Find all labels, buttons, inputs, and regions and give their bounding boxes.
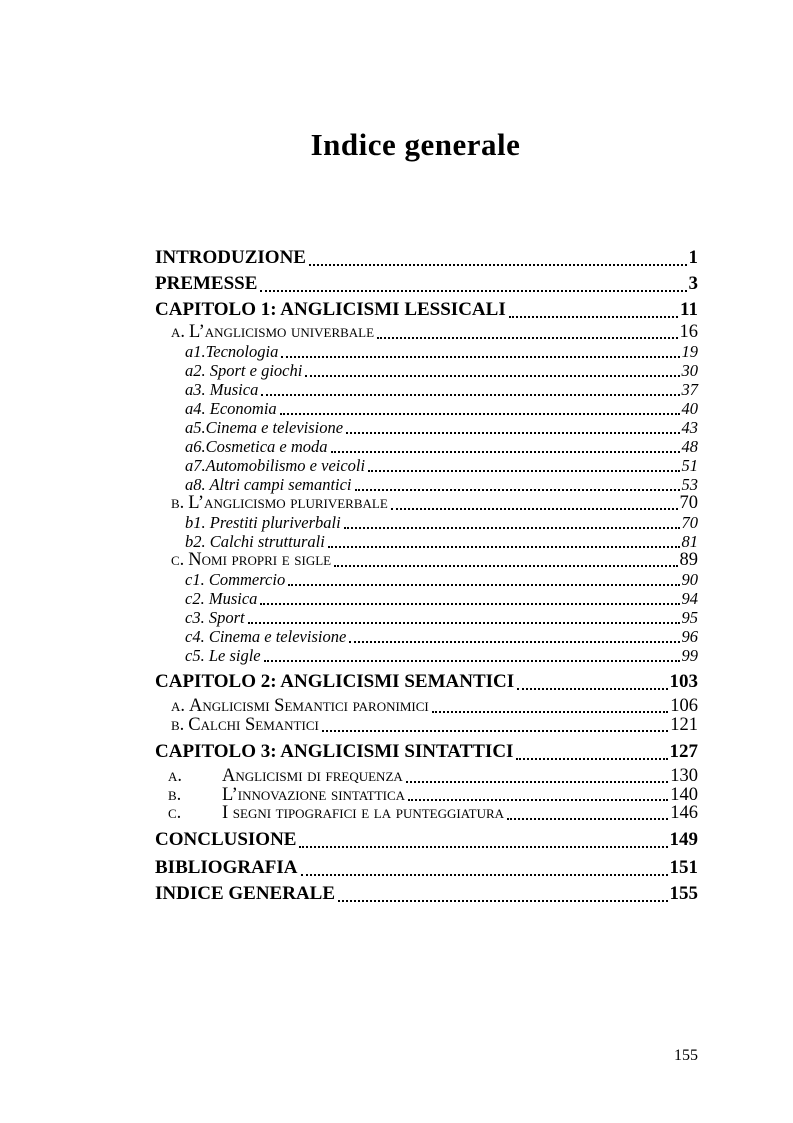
toc-entry-label: a7.Automobilismo e veicoli bbox=[185, 456, 366, 475]
dot-leader bbox=[507, 818, 668, 820]
toc-entry-page-number: 70 bbox=[679, 493, 698, 513]
toc-entry-label: c1. Commercio bbox=[185, 570, 286, 589]
toc-entry-page-number: 130 bbox=[670, 766, 698, 786]
dot-leader bbox=[344, 527, 680, 529]
toc-entry-label: b1. Prestiti pluriverbali bbox=[185, 513, 341, 532]
dot-leader bbox=[509, 316, 678, 318]
toc-entry-marker: b. bbox=[171, 715, 185, 735]
toc-entry-label: a2. Sport e giochi bbox=[185, 361, 303, 380]
dot-leader bbox=[355, 489, 680, 491]
toc-entry bbox=[155, 342, 698, 361]
toc-entry bbox=[155, 697, 698, 716]
dot-leader bbox=[280, 413, 680, 415]
toc-entry-label: c4. Cinema e televisione bbox=[185, 627, 347, 646]
toc-entry-page-number: 94 bbox=[681, 589, 698, 608]
dot-leader bbox=[299, 846, 667, 848]
toc-entry-page-number: 155 bbox=[669, 882, 698, 904]
dot-leader bbox=[288, 584, 679, 586]
toc-entry-marker: a. bbox=[171, 322, 186, 342]
toc-entry-label: L’anglicismo univerbale bbox=[189, 322, 375, 342]
toc-entry bbox=[155, 418, 698, 437]
toc-entry bbox=[155, 827, 698, 853]
toc-entry-label: INDICE GENERALE bbox=[155, 882, 336, 904]
toc-entry-page-number: 99 bbox=[681, 646, 698, 665]
toc-entry-label: a8. Altri campi semantici bbox=[185, 475, 352, 494]
toc-entry-label: a6.Cosmetica e moda bbox=[185, 437, 328, 456]
toc-entry-label: a4. Economia bbox=[185, 399, 277, 418]
toc-entry-label: a1.Tecnologia bbox=[185, 342, 279, 361]
dot-leader bbox=[406, 781, 668, 783]
toc-entry-label: L’innovazione sintattica bbox=[222, 784, 406, 805]
dot-leader bbox=[261, 394, 679, 396]
toc-entry bbox=[155, 570, 698, 589]
dot-leader bbox=[260, 290, 686, 292]
toc-entry-label: Calchi Semantici bbox=[188, 715, 319, 735]
toc-entry-page-number: 16 bbox=[679, 322, 698, 342]
toc-entry-label: c2. Musica bbox=[185, 589, 258, 608]
dot-leader bbox=[281, 356, 679, 358]
toc-entry bbox=[155, 716, 698, 735]
dot-leader bbox=[305, 375, 679, 377]
toc-entry-page-number: 121 bbox=[670, 715, 698, 735]
toc-entry-label: a5.Cinema e televisione bbox=[185, 418, 344, 437]
toc-entry bbox=[155, 646, 698, 665]
toc-entry-page-number: 11 bbox=[680, 299, 698, 320]
toc-entry bbox=[155, 627, 698, 646]
dot-leader bbox=[346, 432, 679, 434]
dot-leader bbox=[338, 900, 667, 902]
toc-entry-page-number: 3 bbox=[688, 273, 698, 294]
toc-entry-page-number: 95 bbox=[681, 608, 698, 627]
toc-entry-label: BIBLIOGRAFIA bbox=[155, 856, 298, 878]
toc-entry-label: CAPITOLO 1: ANGLICISMI LESSICALI bbox=[155, 299, 506, 320]
toc-entry-marker: b. bbox=[171, 493, 185, 513]
dot-leader bbox=[368, 470, 679, 472]
toc-entry-label: L’anglicismo pluriverbale bbox=[188, 493, 388, 513]
toc-entry-label: Anglicismi di frequenza bbox=[222, 766, 403, 786]
dot-leader bbox=[517, 688, 667, 690]
toc-entry bbox=[155, 739, 698, 765]
toc-entry bbox=[155, 494, 698, 513]
table-of-contents bbox=[155, 245, 698, 907]
dot-leader bbox=[260, 603, 679, 605]
page-number: 155 bbox=[674, 1047, 698, 1064]
dot-leader bbox=[334, 565, 677, 567]
dot-leader bbox=[248, 622, 680, 624]
toc-entry-page-number: 37 bbox=[681, 380, 698, 399]
toc-entry-page-number: 81 bbox=[681, 532, 698, 551]
toc-entry-page-number: 70 bbox=[681, 513, 698, 532]
toc-entry-page-number: 89 bbox=[679, 550, 698, 570]
toc-entry-label: Anglicismi Semantici paronimici bbox=[189, 696, 429, 716]
toc-entry-page-number: 51 bbox=[681, 456, 698, 475]
toc-entry-label: I segni tipografici e la punteggiatura bbox=[222, 803, 505, 823]
toc-entry-page-number: 106 bbox=[670, 696, 698, 716]
toc-entry-page-number: 103 bbox=[669, 671, 698, 692]
toc-entry bbox=[155, 767, 698, 786]
dot-leader bbox=[349, 641, 679, 643]
toc-entry-page-number: 40 bbox=[681, 399, 698, 418]
toc-entry-page-number: 127 bbox=[669, 741, 698, 762]
dot-leader bbox=[264, 660, 680, 662]
toc-entry-page-number: 48 bbox=[681, 437, 698, 456]
toc-entry bbox=[155, 456, 698, 475]
dot-leader bbox=[516, 758, 667, 760]
toc-entry bbox=[155, 855, 698, 881]
toc-entry bbox=[155, 589, 698, 608]
toc-entry-page-number: 19 bbox=[681, 342, 698, 361]
toc-entry-label: c5. Le sigle bbox=[185, 646, 261, 665]
toc-entry-page-number: 151 bbox=[669, 856, 698, 878]
dot-leader bbox=[322, 730, 668, 732]
document-title: Indice generale bbox=[310, 127, 521, 162]
dot-leader bbox=[432, 711, 669, 713]
toc-entry-page-number: 140 bbox=[670, 784, 698, 805]
toc-entry-marker: c. bbox=[168, 803, 182, 823]
toc-entry-page-number: 96 bbox=[681, 627, 698, 646]
toc-entry bbox=[155, 804, 698, 823]
toc-entry bbox=[155, 532, 698, 551]
toc-entry bbox=[155, 380, 698, 399]
toc-entry bbox=[155, 551, 698, 570]
toc-entry-label: PREMESSE bbox=[155, 273, 258, 294]
toc-entry-label: b2. Calchi strutturali bbox=[185, 532, 325, 551]
toc-entry-page-number: 53 bbox=[681, 475, 698, 494]
dot-leader bbox=[309, 264, 687, 266]
toc-entry-page-number: 90 bbox=[681, 570, 698, 589]
toc-entry bbox=[155, 297, 698, 323]
toc-entry-page-number: 146 bbox=[670, 803, 698, 823]
dot-leader bbox=[301, 874, 668, 876]
toc-entry bbox=[155, 437, 698, 456]
toc-entry bbox=[155, 786, 698, 805]
toc-entry bbox=[155, 245, 698, 271]
toc-entry-page-number: 43 bbox=[681, 418, 698, 437]
dot-leader bbox=[391, 508, 678, 510]
toc-entry-label: Nomi propri e sigle bbox=[188, 550, 332, 570]
toc-entry bbox=[155, 475, 698, 494]
toc-entry-page-number: 1 bbox=[688, 247, 698, 268]
toc-entry-label: CAPITOLO 2: ANGLICISMI SEMANTICI bbox=[155, 671, 515, 692]
toc-entry bbox=[155, 513, 698, 532]
toc-entry-label: a3. Musica bbox=[185, 380, 259, 399]
dot-leader bbox=[408, 799, 668, 801]
toc-entry-label: INTRODUZIONE bbox=[155, 247, 306, 268]
toc-entry-page-number: 30 bbox=[681, 361, 698, 380]
toc-entry bbox=[155, 323, 698, 342]
toc-entry bbox=[155, 608, 698, 627]
toc-entry-label: CAPITOLO 3: ANGLICISMI SINTATTICI bbox=[155, 741, 514, 762]
toc-entry-marker: c. bbox=[171, 550, 185, 570]
toc-entry-marker: a. bbox=[171, 696, 186, 716]
toc-entry-marker: a. bbox=[168, 766, 183, 786]
toc-entry bbox=[155, 399, 698, 418]
toc-entry-label: CONCLUSIONE bbox=[155, 828, 297, 850]
dot-leader bbox=[328, 546, 680, 548]
dot-leader bbox=[377, 337, 677, 339]
toc-entry bbox=[155, 361, 698, 380]
dot-leader bbox=[331, 451, 680, 453]
toc-entry-page-number: 149 bbox=[669, 828, 698, 850]
toc-entry bbox=[155, 669, 698, 695]
toc-entry-marker: b. bbox=[168, 784, 182, 805]
toc-entry bbox=[155, 881, 698, 907]
toc-entry-label: c3. Sport bbox=[185, 608, 245, 627]
toc-entry bbox=[155, 271, 698, 297]
